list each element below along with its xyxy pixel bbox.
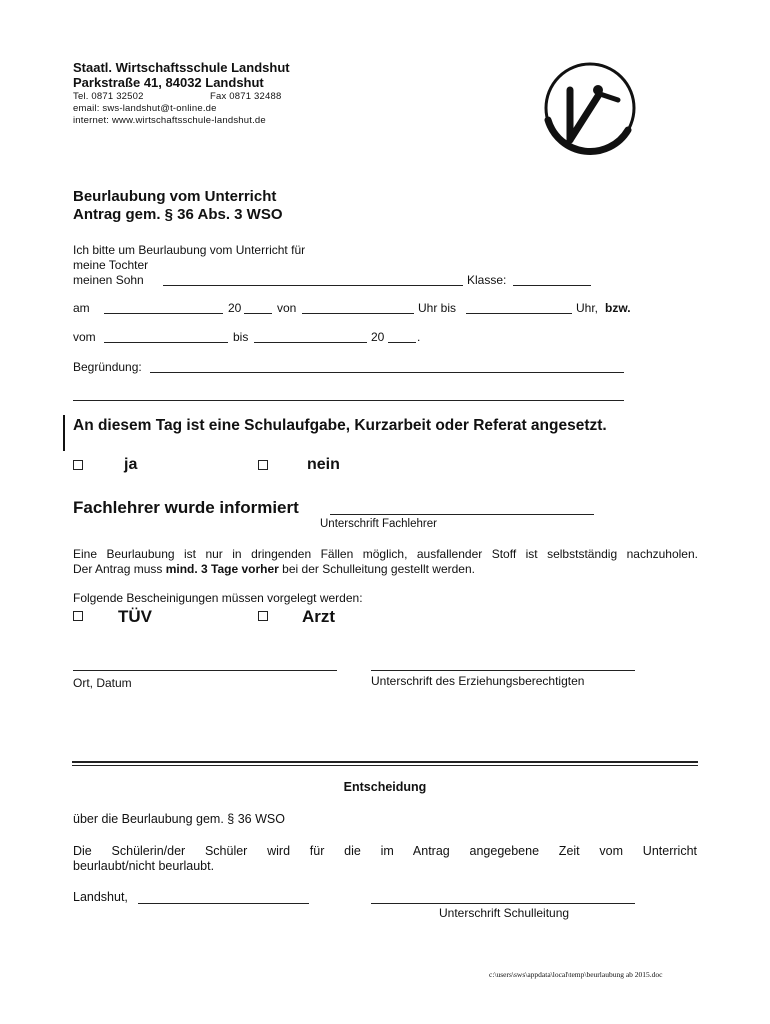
checkbox-ja[interactable]: [73, 460, 83, 470]
decision-about: über die Beurlaubung gem. § 36 WSO: [73, 812, 285, 826]
checkbox-nein[interactable]: [258, 460, 268, 470]
guardian-signature-caption: Unterschrift des Erziehungsberechtigten: [371, 674, 585, 688]
date-label: am: [73, 301, 90, 315]
section-divider-thin: [72, 765, 698, 766]
period-to-field[interactable]: [254, 342, 367, 343]
principal-signature-field[interactable]: [371, 903, 635, 904]
decision-place-label: Landshut,: [73, 890, 128, 904]
teacher-signature-caption: Unterschrift Fachlehrer: [320, 518, 437, 530]
checkbox-arzt[interactable]: [258, 611, 268, 621]
notice-line-2-pre: Der Antrag muss: [73, 562, 166, 576]
year-field[interactable]: [244, 313, 272, 314]
guardian-signature-field[interactable]: [371, 670, 635, 671]
label-nein: nein: [307, 456, 340, 473]
certificates-label: Folgende Bescheinigungen müssen vorgelegt werden:: [73, 591, 363, 605]
period-to-label: bis: [233, 330, 249, 344]
section-divider: [72, 761, 698, 763]
decision-text-line-1: Die Schülerin/der Schüler wird für die im Antrag angegebene Zeit vom Unterricht: [73, 844, 697, 858]
option-daughter: meine Tochter: [73, 258, 149, 272]
time-from-label: von: [277, 301, 297, 315]
teacher-signature-field[interactable]: [330, 514, 594, 515]
exam-question: An diesem Tag ist eine Schulaufgabe, Kurzarbeit oder Referat angesetzt.: [73, 417, 607, 434]
reason-label: Begründung:: [73, 360, 142, 374]
notice-line-1: Eine Beurlaubung ist nur in dringenden Fällen möglich, ausfallender Stoff ist selbstständig nachzuholen.: [73, 547, 698, 561]
place-date-caption: Ort, Datum: [73, 676, 132, 690]
footer-file-path: c:\users\sws\appdata\local\temp\beurlaubung ab 2015.doc: [489, 970, 663, 979]
class-label: Klasse:: [467, 273, 507, 287]
reason-field-line-1[interactable]: [150, 372, 624, 373]
checkbox-tuev[interactable]: [73, 611, 83, 621]
period-dot: .: [417, 330, 421, 344]
decision-date-field[interactable]: [138, 903, 309, 904]
form-subtitle: Antrag gem. § 36 Abs. 3 WSO: [73, 206, 283, 223]
time-unit-label: Uhr,: [576, 301, 599, 315]
teacher-informed-label: Fachlehrer wurde informiert: [73, 498, 299, 517]
class-field[interactable]: [513, 285, 591, 286]
year-prefix: 20: [228, 301, 242, 315]
school-website: internet: www.wirtschaftsschule-landshut.de: [73, 115, 266, 126]
notice-line-2-post: bei der Schulleitung gestellt werden.: [278, 562, 475, 576]
school-name: Staatl. Wirtschaftsschule Landshut: [73, 60, 290, 75]
decision-text-line-2: beurlaubt/nicht beurlaubt.: [73, 859, 215, 873]
place-date-field[interactable]: [73, 670, 337, 671]
period-from-label: vom: [73, 330, 96, 344]
school-logo-icon: [540, 58, 640, 158]
form-title: Beurlaubung vom Unterricht: [73, 188, 277, 205]
label-arzt: Arzt: [302, 607, 336, 626]
request-intro: Ich bitte um Beurlaubung vom Unterricht für: [73, 243, 306, 257]
time-to-label: Uhr bis: [418, 301, 457, 315]
period-year-prefix: 20: [371, 330, 385, 344]
notice-line-2: [73, 562, 475, 576]
school-address: Parkstraße 41, 84032 Landshut: [73, 75, 264, 90]
period-from-field[interactable]: [104, 342, 228, 343]
margin-marker: [63, 415, 65, 451]
school-email: email: sws-landshut@t-online.de: [73, 103, 217, 114]
period-year-field[interactable]: [388, 342, 416, 343]
school-fax: Fax 0871 32488: [210, 91, 282, 102]
or-label: bzw.: [605, 301, 631, 315]
time-from-field[interactable]: [302, 313, 414, 314]
date-field[interactable]: [104, 313, 223, 314]
reason-field-line-2[interactable]: [73, 400, 624, 401]
time-to-field[interactable]: [466, 313, 572, 314]
principal-signature-caption: Unterschrift Schulleitung: [439, 906, 570, 920]
option-son: meinen Sohn: [73, 273, 144, 287]
label-ja: ja: [124, 456, 138, 473]
label-tuev: TÜV: [118, 607, 152, 626]
child-name-field[interactable]: [163, 285, 463, 286]
school-tel: Tel. 0871 32502: [73, 91, 144, 102]
notice-deadline: mind. 3 Tage vorher: [165, 562, 279, 576]
decision-heading: Entscheidung: [343, 780, 427, 794]
